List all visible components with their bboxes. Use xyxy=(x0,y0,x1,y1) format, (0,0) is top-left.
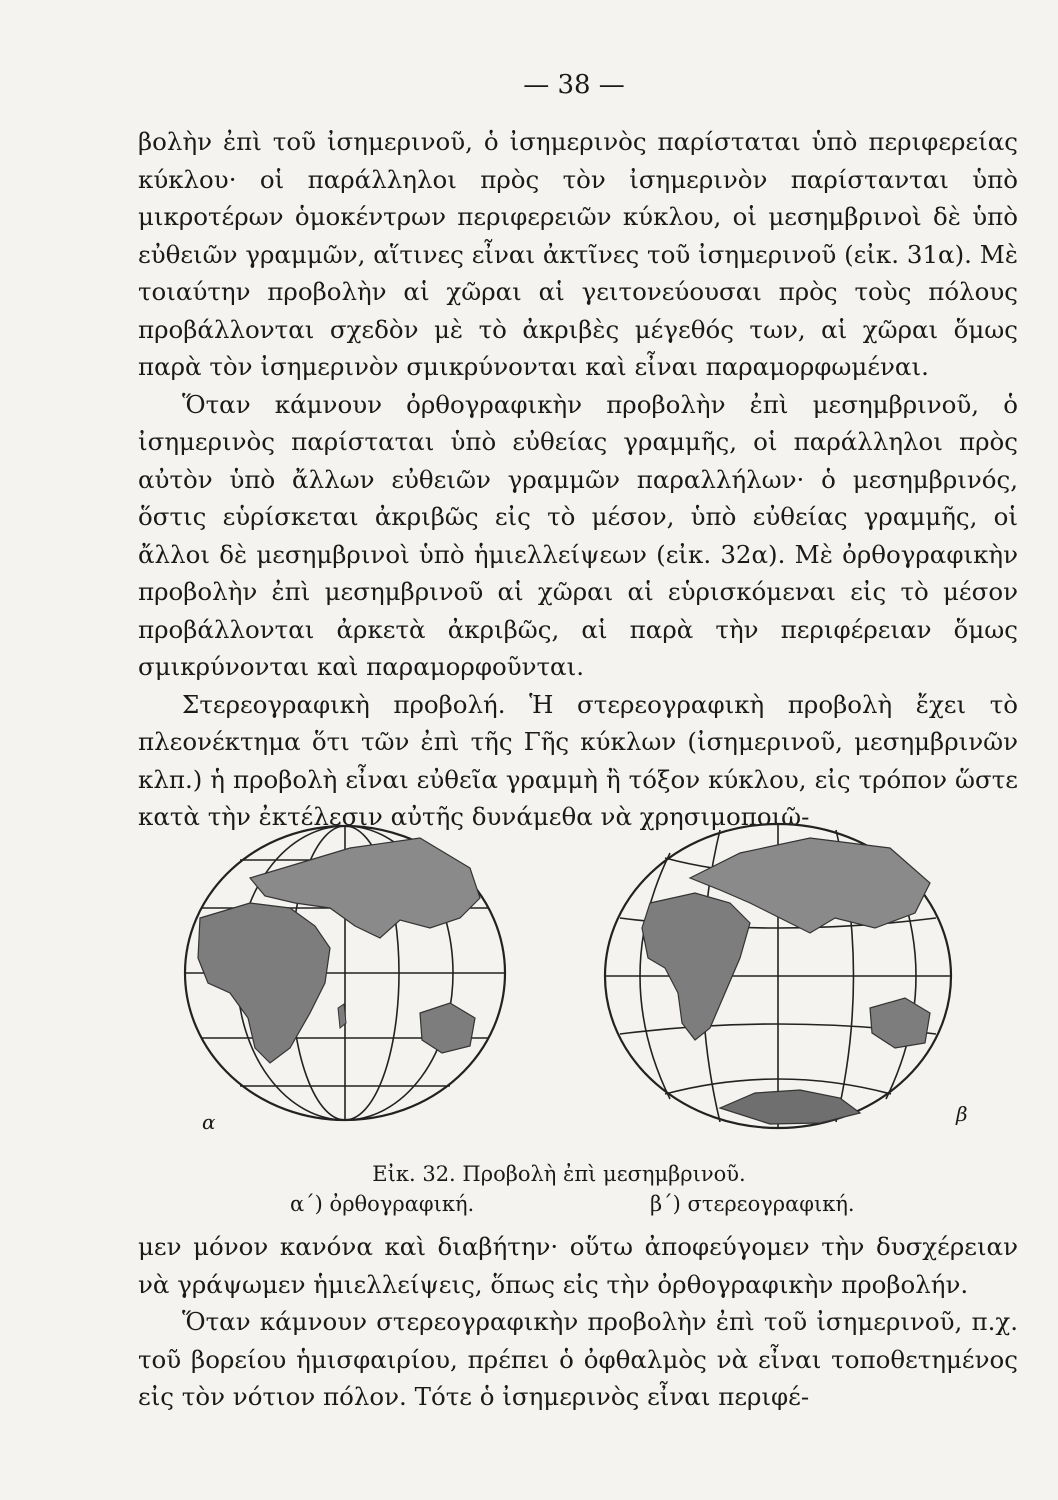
figure-caption: Εἰκ. 32. Προβολὴ ἐπὶ μεσημβρινοῦ. xyxy=(372,1162,746,1186)
stereographic-globe xyxy=(605,824,951,1128)
text-block-bottom xyxy=(138,1228,1018,1416)
globe-illustrations xyxy=(130,808,1010,1138)
paragraph: Ὅταν κάμνουν στερεογραφικὴν προβολὴν ἐπὶ τοῦ ἰσημερινοῦ, π.χ. τοῦ βορείου ἡμισφαιρίου, πρέπει ὁ ὀφθαλμὸς νὰ εἶναι τοποθετημένος εἰς τὸν νότιον πόλον. Τότε ὁ ἰσημερινὸς εἶναι περιφέ- xyxy=(138,1307,1018,1411)
label-alpha: α xyxy=(202,1110,216,1134)
orthographic-globe xyxy=(185,826,505,1120)
paragraph: μεν μόνον κανόνα καὶ διαβήτην· οὕτω ἀποφεύγομεν τὴν δυσχέρειαν νὰ γράψωμεν ἡμιελλείψεις, ὅπως εἰς τὴν ὀρθογραφικὴν προβολήν. xyxy=(138,1232,1018,1299)
figure-32 xyxy=(130,808,1010,1138)
paragraph: Στερεογραφικὴ προβολή. Ἡ στερεογραφικὴ προβολὴ ἔχει τὸ πλεονέκτημα ὅτι τῶν ἐπὶ τῆς Γῆς κύκλων (ἰσημερινοῦ, μεσημβρινῶν κλπ.) ἡ προβολὴ εἶναι εὐθεῖα γραμμὴ ἢ τόξον κύκλου, εἰς τρόπον ὥστε κατὰ τὴν ἐκτέλεσιν αὐτῆς δυνάμεθα νὰ χρησιμοποιῶ- xyxy=(138,689,1018,831)
figure-subcaption-left: α΄) ὀρθογραφική. xyxy=(290,1192,475,1216)
label-beta: β xyxy=(956,1102,968,1126)
text-block-top xyxy=(138,123,1018,836)
paragraph: βολὴν ἐπὶ τοῦ ἰσημερινοῦ, ὁ ἰσημερινὸς παρίσταται ὑπὸ περιφερείας κύκλου· οἱ παράλληλοι πρὸς τὸν ἰσημερινὸν παρίστανται ὑπὸ μικροτέρων ὁμοκέντρων περιφερειῶν κύκλου, οἱ μεσημβρινοὶ δὲ ὑπὸ εὐθειῶν γραμμῶν, αἵτινες εἶναι ἀκτῖνες τοῦ ἰσημερινοῦ (εἰκ. 31α). Μὲ τοιαύτην προβολὴν αἱ χῶραι αἱ γειτονεύουσαι πρὸς τοὺς πόλους προβάλλονται σχεδὸν μὲ τὸ ἀκριβὲς μέγεθός των, αἱ χῶραι ὅμως παρὰ τὸν ἰσημερινὸν σμικρύνονται καὶ εἶναι παραμορφωμέναι. xyxy=(138,127,1018,381)
paragraph: Ὅταν κάμνουν ὀρθογραφικὴν προβολὴν ἐπὶ μεσημβρινοῦ, ὁ ἰσημερινὸς παρίσταται ὑπὸ εὐθείας γραμμῆς, οἱ παράλληλοι πρὸς αὐτὸν ὑπὸ ἄλλων εὐθειῶν γραμμῶν παραλλήλων· ὁ μεσημβρινός, ὅστις εὑρίσκεται ἀκριβῶς εἰς τὸ μέσον, ὑπὸ εὐθείας γραμμῆς, οἱ ἄλλοι δὲ μεσημβρινοὶ ὑπὸ ἡμιελλείψεων (εἰκ. 32α). Μὲ ὀρθογραφικὴν προβολὴν ἐπὶ μεσημβρινοῦ αἱ χῶραι αἱ εὑρισκόμεναι εἰς τὸ μέσον προβάλλονται ἀρκετὰ ἀκριβῶς, αἱ παρὰ τὴν περιφέρειαν ὅμως σμικρύνονται καὶ παραμορφοῦνται. xyxy=(138,389,1018,681)
figure-subcaption-right: β΄) στερεογραφική. xyxy=(650,1192,855,1216)
page-number: — 38 — xyxy=(523,70,625,100)
